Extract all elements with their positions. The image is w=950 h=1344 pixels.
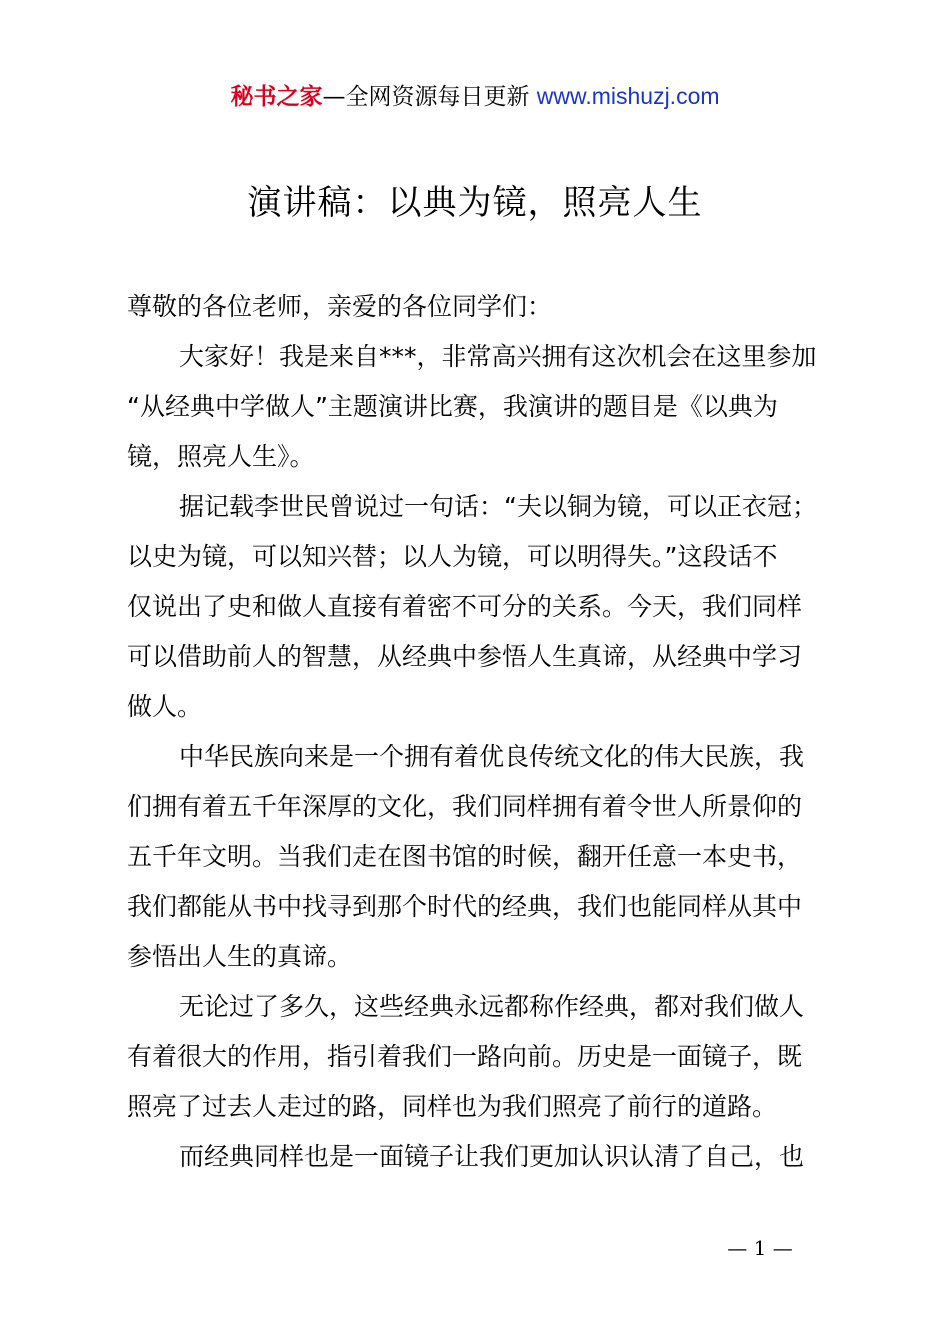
body-line: 参悟出人生的真谛。 [127,942,353,971]
body-line: 们拥有着五千年深厚的文化，我们同样拥有着令世人所景仰的 [127,792,803,821]
body-line: 有着很大的作用，指引着我们一路向前。历史是一面镜子，既 [127,1042,803,1071]
site-url-link[interactable]: www.mishuzj.com [536,83,720,109]
header-tagline: —全网资源每日更新 [322,84,530,110]
body-line: 照亮了过去人走过的路，同样也为我们照亮了前行的道路。 [127,1092,778,1121]
body-line: 仅说出了史和做人直接有着密不可分的关系。今天，我们同样 [127,592,803,621]
brand-name: 秘书之家 [230,84,323,110]
body-line: 而经典同样也是一面镜子让我们更加认识认清了自己，也 [179,1142,805,1171]
page-number: — 1 — [727,1236,793,1260]
body-line: 无论过了多久，这些经典永远都称作经典，都对我们做人 [179,992,805,1021]
document-body [127,282,839,1182]
body-line: 五千年文明。当我们走在图书馆的时候，翻开任意一本史书， [127,842,803,871]
body-line: 大家好！我是来自***，非常高兴拥有这次机会在这里参加 [179,342,817,371]
body-line: 做人。 [127,692,203,721]
body-line: 据记载李世民曾说过一句话：“夫以铜为镜，可以正衣冠； [179,492,817,521]
body-line: 以史为镜，可以知兴替；以人为镜，可以明得失。”这段话不 [127,542,778,571]
site-header [0,80,950,113]
salutation-line: 尊敬的各位老师，亲爱的各位同学们： [127,292,553,321]
body-line: 镜，照亮人生》。 [127,442,315,471]
body-line: 我们都能从书中找寻到那个时代的经典，我们也能同样从其中 [127,892,803,921]
body-line: “从经典中学做人”主题演讲比赛，我演讲的题目是《以典为 [127,392,778,421]
body-line: 可以借助前人的智慧，从经典中参悟人生真谛，从经典中学习 [127,642,803,671]
document-title: 演讲稿：以典为镜，照亮人生 [247,183,703,223]
body-line: 中华民族向来是一个拥有着优良传统文化的伟大民族，我 [179,742,805,771]
